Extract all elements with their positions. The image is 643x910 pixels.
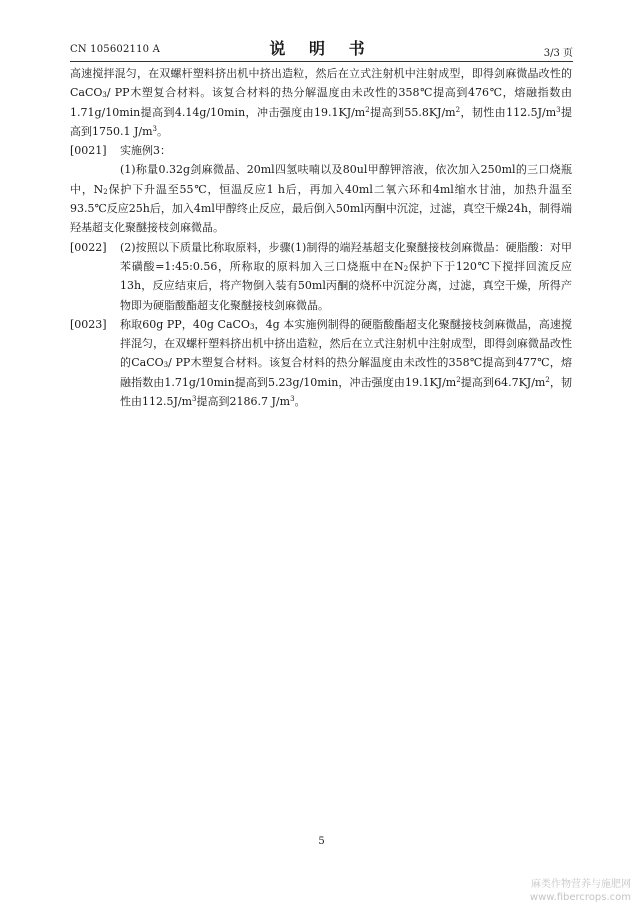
subscript: 3 (102, 91, 107, 100)
superscript: 3 (192, 395, 197, 404)
text-run: 称取60g PP，40g CaCO (120, 317, 250, 331)
text-run: 提高到1750.1 J/m (70, 105, 572, 138)
header-divider (70, 61, 573, 62)
superscript: 3 (556, 105, 561, 114)
text-run: 高速搅拌混匀，在双螺杆塑料挤出机中挤出造粒，然后在立式注射机中注射成型，即得剑麻微晶改性的CaCO (70, 67, 572, 100)
subscript: 3 (163, 361, 169, 370)
superscript: 3 (290, 395, 295, 404)
paragraph-number: [0023] (70, 317, 107, 331)
text-run: 提高到64.7KJ/m (460, 375, 546, 389)
paragraph-heading: 实施例3： (120, 144, 171, 158)
watermark-url: www.fibercrops.com (529, 892, 631, 903)
text-run: 保护下于120℃下搅拌回流反应13h，反应结束后，将产物倒入装有50ml丙酮的烧杯中沉淀分离，过滤，真空干燥，所得产物即为硬脂酸酯超支化聚醚接枝剑麻微晶。 (120, 259, 572, 312)
text-run: / PP木塑复合材料。该复合材料的热分解温度由未改性的358℃提高到477℃，熔融指数由1.71g/10min提高到5.23g/10min，冲击强度由19.1KJ/m (120, 356, 572, 389)
paragraph-continued (70, 64, 572, 141)
page-counter: 3/3 页 (543, 48, 573, 59)
page-title: 说 明 书 (269, 39, 374, 58)
subscript: 3 (249, 322, 255, 331)
paragraph-number: [0022] (70, 240, 107, 254)
text-run: ，韧性由112.5J/m (460, 105, 557, 119)
paragraph-0021-step1 (70, 160, 572, 237)
text-run: 。 (294, 395, 306, 409)
superscript: 2 (545, 375, 550, 384)
page-number: 5 (318, 836, 325, 847)
page-header (70, 34, 573, 60)
text-run: 。 (157, 124, 169, 138)
text-run: ，韧性由112.5J/m (120, 375, 573, 409)
document-body (70, 64, 572, 411)
text-run: (1)称量0.32g剑麻微晶、20ml四氢呋喃以及80ul甲醇钾溶液，依次加入250ml的三口烧瓶中，N (70, 163, 572, 196)
paragraph-number: [0021] (70, 144, 107, 158)
paragraph-0023 (70, 315, 572, 411)
paragraph-0022 (70, 238, 572, 315)
site-watermark (530, 878, 631, 904)
document-number: CN 105602110 A (70, 44, 161, 55)
subscript: 2 (103, 187, 108, 196)
superscript: 3 (152, 124, 158, 133)
text-run: 提高到2186.7 J/m (196, 395, 291, 409)
superscript: 2 (365, 105, 370, 114)
text-run: / PP木塑复合材料。该复合材料的热分解温度由未改性的358℃提高到476℃，熔融指数由1.71g/10min提高到4.14g/10min，冲击强度由19.1KJ/m (70, 86, 572, 119)
superscript: 2 (456, 375, 461, 384)
text-run: ，4g 本实施例制得的硬脂酸酯超支化聚醚接枝剑麻微晶，高速搅拌混匀，在双螺杆塑料挤出机中挤出造粒，然后在立式注射机中注射成型，即得剑麻微晶改性的CaCO (120, 317, 572, 370)
superscript: 2 (455, 105, 461, 114)
text-run: (2)按照以下质量比称取原料，步骤(1)制得的端羟基超支化聚醚接枝剑麻微晶：硬脂酸：对甲苯磺酸=1:45:0.56，所称取的原料加入三口烧瓶中在N (120, 240, 572, 273)
text-run: 提高到55.8KJ/m (369, 105, 456, 119)
paragraph-text (120, 238, 572, 315)
subscript: 2 (403, 264, 409, 273)
watermark-cn: 麻类作物营养与施肥网 (531, 879, 631, 890)
paragraph-0021 (70, 141, 572, 160)
text-run: 保护下升温至55℃，恒温反应1 h后，再加入40ml二氧六环和4ml缩水甘油，加热升温至93.5℃反应25h后，加入4ml甲醇终止反应，最后倒入50ml丙酮中沉淀，过滤，真空干燥24h，制得端羟基超支化聚醚接枝剑麻微晶。 (70, 182, 573, 235)
paragraph-text (120, 315, 572, 411)
